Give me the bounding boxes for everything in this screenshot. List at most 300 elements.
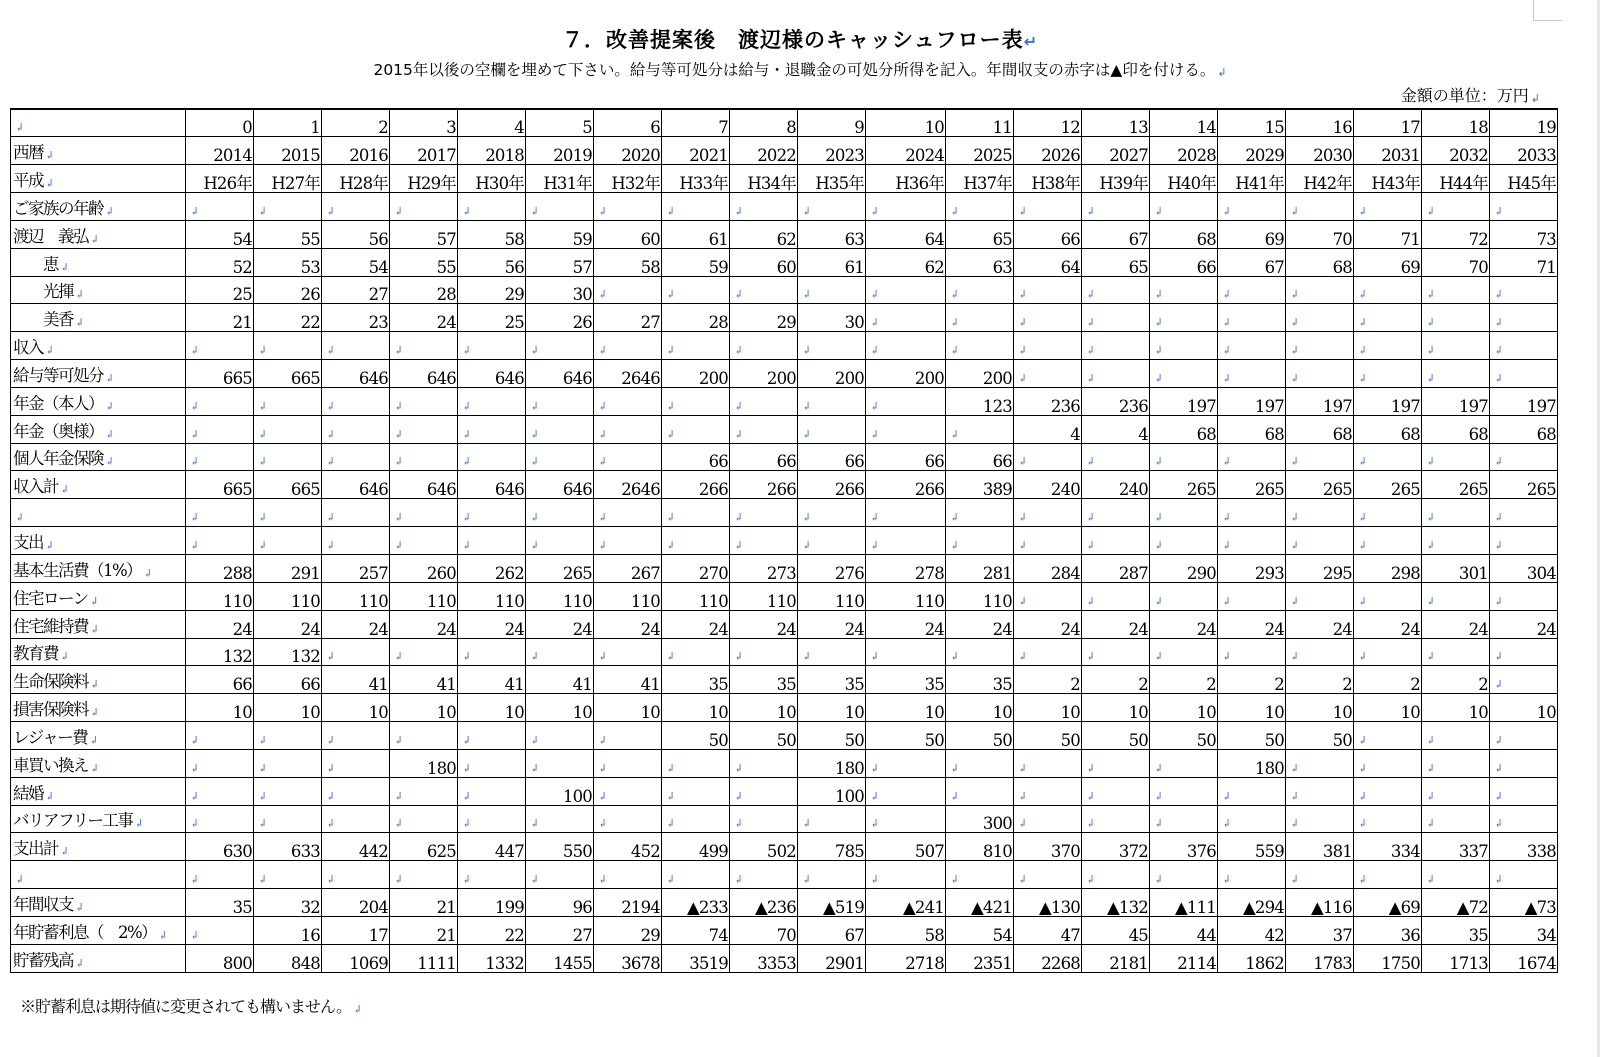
cell-value: 295 (1322, 563, 1352, 583)
cell-value: 32 (300, 897, 320, 917)
cell-end-mark-icon: ↲ (1358, 817, 1367, 831)
table-cell (526, 805, 594, 833)
cell-value: 288 (222, 563, 252, 583)
cell-value: 53 (300, 257, 320, 277)
table-cell (1150, 805, 1218, 833)
table-cell (458, 610, 526, 638)
cell-value: 24 (708, 619, 728, 639)
cell-end-mark-icon: ↲ (1222, 789, 1231, 803)
cell-value: 23 (368, 313, 388, 332)
table-row (11, 638, 1558, 666)
cell-end-mark-icon: ↲ (870, 789, 879, 803)
table-cell (730, 471, 798, 499)
cell-value: 10 (1536, 703, 1556, 722)
table-cell (594, 861, 662, 889)
table-cell (1150, 889, 1218, 917)
cell-value: 236 (1050, 396, 1080, 416)
cell-value: 1750 (1381, 953, 1420, 973)
table-row (11, 332, 1558, 360)
table-cell (1422, 304, 1490, 332)
table-cell (526, 555, 594, 583)
table-cell (254, 944, 322, 972)
cell-end-mark-icon: ↲ (326, 733, 335, 747)
table-cell (322, 499, 390, 527)
cell-end-mark-icon: ↲ (598, 733, 607, 747)
table-cell (1218, 165, 1286, 193)
table-cell (1082, 944, 1150, 972)
table-cell (1082, 749, 1150, 777)
table-cell (254, 387, 322, 415)
table-cell (1286, 749, 1354, 777)
cell-value: 2027 (1109, 146, 1148, 165)
cell-value: 63 (992, 257, 1012, 277)
cell-value: 10 (1196, 703, 1216, 722)
table-cell (322, 304, 390, 332)
cell-end-mark-icon: ↲ (1154, 316, 1163, 330)
cell-end-mark-icon: ↲ (1426, 539, 1435, 552)
table-cell (798, 861, 866, 889)
table-cell (1218, 638, 1286, 666)
units-note: 金額の単位：万円 ↲ (1400, 86, 1540, 105)
table-cell (730, 916, 798, 944)
cell-value: 50 (992, 730, 1012, 750)
table-cell (946, 694, 1014, 722)
table-cell (458, 220, 526, 248)
cell-value: 35 (992, 675, 1012, 694)
table-cell (1082, 610, 1150, 638)
cell-value: 334 (1390, 842, 1420, 861)
table-cell (254, 332, 322, 360)
cell-end-mark-icon: ↲ (190, 511, 199, 525)
cell-end-mark-icon: ↲ (462, 455, 471, 469)
table-cell (798, 387, 866, 415)
cell-value: 41 (368, 675, 388, 694)
cell-end-mark-icon: ↲ (90, 622, 98, 636)
cell-value: 276 (834, 563, 864, 583)
table-cell (390, 889, 458, 917)
cell-end-mark-icon: ↲ (734, 399, 743, 413)
table-cell (322, 360, 390, 388)
cell-value: 665 (290, 368, 320, 388)
table-cell (186, 638, 254, 666)
table-cell (1150, 415, 1218, 443)
table-cell (1082, 471, 1150, 499)
cell-value: 10 (924, 703, 944, 722)
table-cell (1354, 471, 1422, 499)
cell-value: 338 (1526, 842, 1556, 861)
cell-value: 24 (232, 619, 252, 639)
table-cell (1422, 443, 1490, 471)
cell-end-mark-icon: ↲ (190, 344, 199, 358)
cell-value: 2646 (621, 480, 660, 499)
cell-value: 24 (992, 619, 1012, 639)
cell-end-mark-icon: ↲ (870, 427, 879, 441)
cell-value: 180 (834, 758, 864, 778)
cell-end-mark-icon: ↲ (1290, 873, 1299, 887)
cell-value: 100 (834, 786, 864, 806)
cell-end-mark-icon: ↲ (666, 511, 675, 525)
table-cell (1218, 555, 1286, 583)
cell-end-mark-icon: ↲ (802, 817, 811, 831)
table-cell (1014, 694, 1082, 722)
table-cell (1354, 889, 1422, 917)
table-cell (1354, 833, 1422, 861)
cell-end-mark-icon: ↲ (190, 928, 199, 942)
cell-end-mark-icon: ↲ (89, 594, 98, 608)
table-cell (1014, 833, 1082, 861)
cell-end-mark-icon: ↲ (190, 399, 199, 413)
table-cell (1286, 582, 1354, 610)
table-row (11, 137, 1558, 165)
table-cell (1422, 777, 1490, 805)
cell-value: 559 (1254, 842, 1284, 861)
table-cell (526, 861, 594, 889)
cell-end-mark-icon: ↲ (950, 288, 959, 302)
cell-end-mark-icon: ↲ (1358, 733, 1367, 747)
cell-end-mark-icon: ↲ (190, 733, 199, 747)
cell-end-mark-icon: ↲ (1290, 288, 1299, 302)
table-cell (390, 193, 458, 221)
table-cell (1354, 109, 1422, 137)
table-cell (1218, 443, 1286, 471)
table-cell (798, 638, 866, 666)
cell-end-mark-icon: ↲ (802, 427, 811, 441)
table-cell (1354, 582, 1422, 610)
cell-value: 646 (426, 480, 456, 499)
table-cell (662, 861, 730, 889)
cell-value: 625 (426, 842, 456, 861)
cell-value: 2015 (281, 146, 320, 165)
table-cell (1490, 387, 1558, 415)
cell-end-mark-icon: ↲ (15, 873, 23, 887)
table-cell (390, 610, 458, 638)
table-cell (1286, 666, 1354, 694)
table-cell (730, 276, 798, 304)
cell-value: 25 (504, 313, 524, 332)
cell-value: 1 (310, 118, 320, 137)
cell-value: 10 (368, 703, 388, 722)
table-cell (594, 248, 662, 276)
table-cell (390, 805, 458, 833)
cell-end-mark-icon: ↲ (394, 733, 403, 747)
cell-end-mark-icon: ↲ (530, 427, 539, 441)
cell-end-mark-icon: ↲ (326, 511, 335, 525)
cell-end-mark-icon: ↲ (326, 873, 335, 887)
table-cell (1286, 304, 1354, 332)
cell-value: 9 (854, 118, 864, 137)
table-cell (1286, 137, 1354, 165)
table-cell (254, 555, 322, 583)
table-cell (390, 248, 458, 276)
table-cell (458, 332, 526, 360)
cell-value: 2181 (1109, 953, 1148, 973)
table-cell (594, 443, 662, 471)
cell-value: 45 (1128, 925, 1148, 945)
cell-end-mark-icon: ↲ (1494, 455, 1503, 469)
cell-end-mark-icon: ↲ (394, 511, 403, 525)
cell-value: 54 (368, 257, 388, 277)
cell-end-mark-icon: ↲ (134, 817, 143, 831)
cell-value: 646 (426, 368, 456, 388)
table-cell (594, 749, 662, 777)
table-cell (1422, 749, 1490, 777)
table-row (11, 220, 1558, 248)
table-cell (1150, 443, 1218, 471)
table-cell (946, 360, 1014, 388)
cell-value: 550 (562, 842, 592, 861)
table-cell (1218, 276, 1286, 304)
cell-end-mark-icon: ↲ (666, 427, 675, 441)
table-cell (186, 332, 254, 360)
cell-value: 810 (982, 842, 1012, 861)
cell-end-mark-icon: ↲ (1494, 678, 1503, 692)
table-cell (594, 666, 662, 694)
table-cell (1150, 861, 1218, 889)
table-cell (730, 220, 798, 248)
cell-end-mark-icon: ↲ (1086, 761, 1095, 775)
cell-value: 50 (1196, 730, 1216, 750)
table-cell (458, 944, 526, 972)
cell-value: ▲132 (1107, 897, 1148, 917)
cell-value: 0 (242, 118, 252, 137)
table-row (11, 471, 1558, 499)
cell-value: 24 (924, 619, 944, 639)
table-cell (1490, 861, 1558, 889)
table-cell (322, 833, 390, 861)
table-cell (730, 443, 798, 471)
table-cell (526, 443, 594, 471)
cell-value: 36 (1400, 925, 1420, 945)
cell-end-mark-icon: ↲ (950, 761, 959, 775)
table-cell (594, 638, 662, 666)
table-cell (1286, 833, 1354, 861)
table-cell (1218, 582, 1286, 610)
cell-end-mark-icon: ↲ (1290, 594, 1299, 608)
cell-value: 35 (1468, 925, 1488, 945)
cell-end-mark-icon: ↲ (530, 399, 539, 413)
cell-end-mark-icon: ↲ (870, 399, 879, 413)
cell-value: 2194 (621, 897, 660, 917)
cell-value: H37年 (963, 174, 1012, 193)
cell-end-mark-icon: ↲ (734, 288, 743, 302)
table-cell (730, 749, 798, 777)
table-cell (1490, 109, 1558, 137)
cell-value: H27年 (271, 174, 320, 193)
cell-value: 110 (222, 591, 252, 611)
cell-end-mark-icon: ↲ (1426, 344, 1435, 358)
cell-value: 2031 (1381, 146, 1420, 165)
cell-end-mark-icon: ↲ (190, 817, 199, 831)
table-cell (798, 220, 866, 248)
table-cell (1490, 749, 1558, 777)
cell-end-mark-icon: ↲ (598, 399, 607, 413)
cell-end-mark-icon: ↲ (734, 539, 743, 552)
cell-value: 197 (1186, 396, 1216, 416)
table-cell (526, 916, 594, 944)
paragraph-mark-icon: ↵ (1023, 32, 1038, 51)
table-cell (526, 694, 594, 722)
cell-end-mark-icon: ↲ (950, 427, 959, 441)
table-cell (798, 582, 866, 610)
table-cell (1218, 360, 1286, 388)
cell-end-mark-icon: ↲ (1426, 761, 1435, 775)
table-cell (458, 861, 526, 889)
cell-value: 34 (1536, 925, 1556, 945)
table-row (11, 889, 1558, 917)
row-label-cell (11, 916, 186, 944)
table-cell (254, 360, 322, 388)
cell-end-mark-icon: ↲ (666, 539, 675, 552)
table-cell (1354, 387, 1422, 415)
table-cell (1014, 387, 1082, 415)
row-label-cell (11, 193, 186, 221)
table-cell (1490, 248, 1558, 276)
table-cell (662, 749, 730, 777)
table-cell (866, 109, 946, 137)
cell-end-mark-icon: ↲ (60, 650, 68, 664)
table-cell (458, 471, 526, 499)
table-cell (1218, 527, 1286, 555)
table-cell (186, 861, 254, 889)
cell-value: 68 (1468, 424, 1488, 444)
cell-value: H35年 (815, 174, 864, 193)
table-cell (186, 749, 254, 777)
table-cell (1286, 610, 1354, 638)
table-cell (1082, 193, 1150, 221)
cell-end-mark-icon: ↲ (530, 455, 539, 469)
cell-end-mark-icon: ↲ (1018, 817, 1027, 831)
table-cell (594, 889, 662, 917)
cell-end-mark-icon: ↲ (1494, 733, 1503, 747)
cell-end-mark-icon: ↲ (1086, 204, 1095, 218)
table-cell (322, 248, 390, 276)
cell-value: 27 (572, 925, 592, 945)
row-label: 個人年金保険 (13, 449, 103, 469)
table-cell (1354, 360, 1422, 388)
table-cell (866, 694, 946, 722)
cell-end-mark-icon: ↲ (1426, 733, 1435, 747)
row-label: 車買い換え (13, 755, 88, 775)
cell-value: 26 (572, 313, 592, 332)
table-cell (866, 193, 946, 221)
cell-end-mark-icon: ↲ (1426, 817, 1435, 831)
table-cell (458, 916, 526, 944)
table-cell (1422, 694, 1490, 722)
cell-end-mark-icon: ↲ (1222, 539, 1231, 552)
table-cell (254, 582, 322, 610)
table-cell (526, 220, 594, 248)
table-cell (322, 582, 390, 610)
cell-value: 2 (1478, 675, 1488, 694)
cell-value: H29年 (407, 174, 456, 193)
table-cell (1286, 861, 1354, 889)
cell-end-mark-icon: ↲ (90, 706, 98, 720)
cell-value: 27 (640, 313, 660, 332)
cell-end-mark-icon: ↲ (1154, 288, 1163, 302)
table-cell (594, 527, 662, 555)
table-cell (662, 889, 730, 917)
cell-value: H41年 (1235, 174, 1284, 193)
cell-value: 10 (1060, 703, 1080, 722)
row-label: 住宅ローン (13, 588, 88, 608)
table-cell (1014, 944, 1082, 972)
table-cell (390, 471, 458, 499)
table-cell (1150, 248, 1218, 276)
cell-value: 24 (1060, 619, 1080, 639)
cell-end-mark-icon: ↲ (105, 455, 113, 469)
table-cell (322, 722, 390, 750)
table-cell (866, 610, 946, 638)
cell-value: 1783 (1313, 953, 1352, 973)
cell-end-mark-icon: ↲ (1494, 511, 1503, 525)
row-label-cell (11, 248, 186, 276)
cell-end-mark-icon: ↲ (802, 539, 811, 552)
table-cell (186, 165, 254, 193)
table-cell (1082, 694, 1150, 722)
table-cell (1286, 248, 1354, 276)
table-cell (662, 499, 730, 527)
table-cell (526, 304, 594, 332)
table-cell (1218, 499, 1286, 527)
table-cell (594, 193, 662, 221)
table-cell (186, 360, 254, 388)
table-cell (1150, 276, 1218, 304)
cell-value: 240 (1118, 480, 1148, 499)
table-cell (1218, 471, 1286, 499)
cell-end-mark-icon: ↲ (462, 789, 471, 803)
cell-value: 265 (1458, 480, 1488, 499)
cell-value: 2901 (825, 953, 864, 973)
table-cell (1286, 193, 1354, 221)
table-cell (946, 833, 1014, 861)
cell-value: 50 (1264, 730, 1284, 750)
table-cell (594, 610, 662, 638)
cell-value: 2026 (1041, 146, 1080, 165)
table-cell (1354, 722, 1422, 750)
cell-end-mark-icon: ↲ (1086, 288, 1095, 302)
table-cell (946, 805, 1014, 833)
table-cell (798, 193, 866, 221)
cell-value: 24 (640, 619, 660, 639)
cell-end-mark-icon: ↲ (45, 539, 53, 552)
cell-value: 66 (708, 452, 728, 471)
cell-value: 10 (924, 118, 944, 137)
cell-value: 50 (1332, 730, 1352, 750)
table-cell (254, 527, 322, 555)
table-cell (254, 805, 322, 833)
table-cell (458, 805, 526, 833)
cell-value: 200 (982, 368, 1012, 388)
cell-value: 66 (1196, 257, 1216, 277)
cell-value: 1332 (485, 953, 524, 973)
cell-end-mark-icon: ↲ (1494, 761, 1503, 775)
cell-value: 3353 (757, 953, 796, 973)
cell-value: 96 (572, 897, 592, 917)
cell-end-mark-icon: ↲ (530, 344, 539, 358)
table-cell (866, 527, 946, 555)
table-row (11, 666, 1558, 694)
row-label-cell (11, 694, 186, 722)
table-cell (594, 777, 662, 805)
table-cell (1014, 666, 1082, 694)
table-cell (1218, 722, 1286, 750)
cell-end-mark-icon: ↲ (598, 539, 607, 552)
cell-value: 17 (368, 925, 388, 945)
cell-value: H36年 (895, 174, 944, 193)
table-cell (186, 220, 254, 248)
table-cell (798, 694, 866, 722)
cell-end-mark-icon: ↲ (734, 817, 743, 831)
